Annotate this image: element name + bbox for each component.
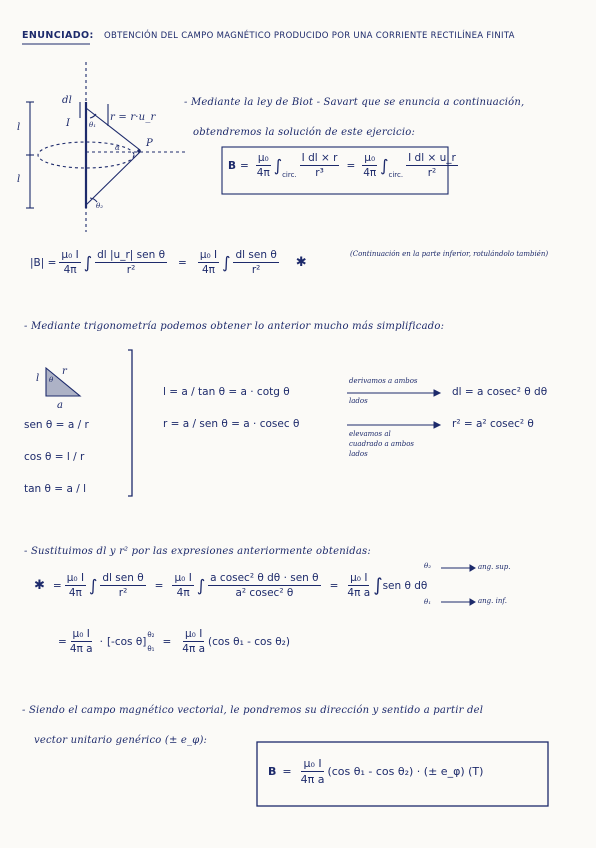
tri-a-label: a	[57, 400, 64, 411]
eq-sign-5: =	[154, 579, 164, 592]
four-pi-label-2: 4π	[363, 167, 377, 179]
tri-l-label: l	[36, 373, 40, 384]
circ-label-2: circ.	[388, 171, 404, 179]
l-label-top: l	[17, 122, 21, 133]
integral-sign-3: ∫	[83, 253, 93, 272]
star-marker: ✱	[295, 255, 307, 270]
final-b: B	[268, 765, 277, 778]
wire-figure	[26, 62, 185, 232]
limit-down-note: ang. inf.	[478, 597, 507, 605]
eq-sign-6: =	[329, 579, 339, 592]
four-pi-a-final: 4π a	[300, 773, 325, 786]
four-pi-label: 4π	[256, 167, 270, 179]
biot-equation	[228, 152, 461, 179]
sen-relation: sen θ = a / r	[24, 419, 89, 431]
muI-label-5: μ₀ I	[350, 572, 368, 584]
num-6: a cosec² θ dθ · sen θ	[210, 572, 319, 584]
sq-label-3: lados	[349, 450, 368, 458]
eq-sign-8: =	[162, 635, 172, 648]
muI-label-final: μ₀ I	[303, 757, 322, 770]
muI-over-4pi-2	[198, 249, 219, 276]
trig-intro: - Mediante trigonometría podemos obtener lo anterior mucho más simplificado:	[24, 321, 445, 332]
muI-over-4pia	[347, 572, 370, 599]
limit-arrows	[441, 565, 475, 605]
mu-over-4pi	[256, 152, 271, 179]
star-marker-2: ✱	[34, 578, 45, 593]
eq-sign-9: =	[282, 765, 292, 778]
vector-line-2: vector unitario genérico (± e_φ):	[34, 735, 208, 746]
vector-line-1: - Siendo el campo magnético vectorial, le pondremos su dirección y sentido a partir del	[22, 705, 484, 716]
num-1: I dl × r	[301, 152, 338, 164]
cos-relation: cos θ = l / r	[24, 451, 85, 463]
continuation-note: (Continuación en la parte inferior, rotulándolo también)	[350, 250, 549, 258]
limit-up: θ₂	[424, 562, 432, 570]
four-pi-label-5: 4π	[68, 587, 82, 599]
p-label: P	[146, 138, 153, 149]
den-6: a² cosec² θ	[235, 587, 294, 599]
l-label-bottom: l	[17, 174, 21, 185]
sq-label-1: elevamos al	[349, 430, 391, 438]
theta2-label: θ₂	[96, 202, 104, 210]
alpha-label: α	[115, 144, 120, 152]
cos-difference: (cos θ₁ - cos θ₂)	[208, 635, 290, 648]
integral-sign-2: ∫	[380, 156, 389, 175]
muI-label: μ₀ I	[61, 249, 79, 261]
frac-dl-sen	[233, 249, 278, 276]
frac-idl-ur-r2	[406, 152, 458, 179]
magnitude-equation	[30, 249, 307, 276]
sen-dtheta: sen θ dθ	[382, 579, 428, 592]
mu-label: μ₀	[257, 152, 269, 164]
eq-sign-7: =	[58, 635, 67, 648]
muI-over-4pi-3	[65, 572, 86, 599]
header-label: ENUNCIADO:	[22, 30, 94, 41]
den-5: r²	[118, 587, 128, 599]
subst-equation	[34, 572, 427, 599]
integral-sign-4: ∫	[222, 253, 231, 272]
num-4: dl sen θ	[235, 249, 277, 261]
frac-cosec	[208, 572, 320, 599]
r2-result: r² = a² cosec² θ	[452, 418, 534, 430]
b-vector: B	[228, 159, 237, 172]
deriv-label-1: derivamos a ambos	[349, 377, 418, 385]
final-rest: (cos θ₁ - cos θ₂) · (± e_φ) (T)	[327, 765, 484, 778]
biot-line-1: - Mediante la ley de Biot - Savart que se enuncia a continuación,	[184, 97, 525, 108]
four-pi-a-label-3: 4π a	[182, 643, 206, 655]
magnitude-lhs: |B| =	[30, 256, 57, 269]
eq-sign-2: =	[346, 159, 356, 172]
bracket-expr: [-cos θ]	[106, 635, 147, 648]
frac-dl-sen-r2	[100, 572, 145, 599]
frac-dl-ur	[95, 249, 167, 276]
integral-sign: ∫	[273, 156, 283, 175]
four-pi-a-label: 4π a	[347, 587, 371, 599]
integral-sign-5: ∫	[89, 576, 98, 595]
bracket-lim-up: θ₂	[147, 630, 155, 639]
r-expression: r = a / sen θ = a · cosec θ	[163, 418, 300, 430]
dl-label: dl	[62, 95, 72, 106]
tri-theta-label: θ	[49, 376, 54, 384]
muI-over-4pia-3	[182, 628, 205, 655]
num-2: I dl × u_r	[408, 152, 456, 164]
subst-intro: - Sustituimos dl y r² por las expresiones anteriormente obtenidas:	[24, 546, 371, 557]
muI-over-4pia-2	[70, 628, 93, 655]
four-pi-label-3: 4π	[63, 264, 77, 276]
den-3: r²	[126, 264, 136, 276]
muI-label-7: μ₀ I	[184, 628, 203, 640]
muI-over-4pi-4	[172, 572, 193, 599]
brace	[128, 350, 132, 496]
final-equation	[268, 757, 483, 786]
integral-sign-7: ∫	[373, 575, 383, 596]
biot-line-2: obtendremos la solución de este ejercicio:	[193, 127, 416, 138]
four-pi-label-4: 4π	[201, 264, 215, 276]
point-p	[137, 149, 141, 153]
num-5: dl sen θ	[102, 572, 144, 584]
muI-over-4pi	[59, 249, 80, 276]
mu-label-2: μ₀	[364, 152, 376, 164]
limit-up-note: ang. sup.	[478, 563, 511, 571]
muI-label-3: μ₀ I	[66, 572, 85, 584]
bracket-limits	[147, 631, 154, 653]
dl-result: dl = a cosec² θ dθ	[452, 386, 548, 398]
mu-over-4pi-2	[362, 152, 377, 179]
muI-label-6: μ₀ I	[72, 628, 90, 640]
sq-label-2: cuadrado a ambos	[349, 440, 415, 448]
num-3: dl |u_r| sen θ	[97, 249, 165, 261]
muI-label-2: μ₀ I	[199, 249, 218, 261]
four-pi-a-label-2: 4π a	[69, 643, 93, 655]
eq-sign-4: =	[52, 579, 62, 592]
deriv-label-2: lados	[349, 397, 368, 405]
tri-r-label: r	[62, 366, 67, 377]
limit-down: θ₁	[424, 598, 432, 606]
current-label: I	[66, 118, 71, 129]
circ-label: circ.	[282, 171, 297, 179]
theta1-label: θ₁	[89, 121, 97, 129]
result-equation: = $\frac{\text{μ₀ I}}{\text{4π a}}$ · [-cos θ] θ₂ θ₁ = $\frac{\text{μ₀ I}}{\text{4π a}}$ (cos θ₁ - cos θ₂)	[58, 628, 290, 655]
header-title: OBTENCIÓN DEL CAMPO MAGNÉTICO PRODUCIDO POR UNA CORRIENTE RECTILÍNEA FINITA	[104, 31, 515, 41]
muI-over-4pia-final	[301, 757, 325, 786]
integral-sign-6: ∫	[196, 576, 206, 595]
l-expression: l = a / tan θ = a · cotg θ	[163, 386, 290, 398]
tan-relation: tan θ = a / l	[24, 483, 87, 495]
den-4: r²	[251, 264, 261, 276]
den-2: r²	[427, 167, 437, 179]
eq-sign-3: =	[178, 256, 187, 269]
eq-sign: =	[240, 159, 249, 172]
bracket-lim-down: θ₁	[147, 644, 155, 653]
den-1: r³	[315, 167, 324, 179]
frac-idl-r3	[300, 152, 340, 179]
deriv-arrows	[347, 390, 440, 428]
four-pi-label-6: 4π	[176, 587, 190, 599]
muI-label-4: μ₀ I	[174, 572, 192, 584]
r-vector-label: r = r·u_r	[110, 112, 156, 123]
